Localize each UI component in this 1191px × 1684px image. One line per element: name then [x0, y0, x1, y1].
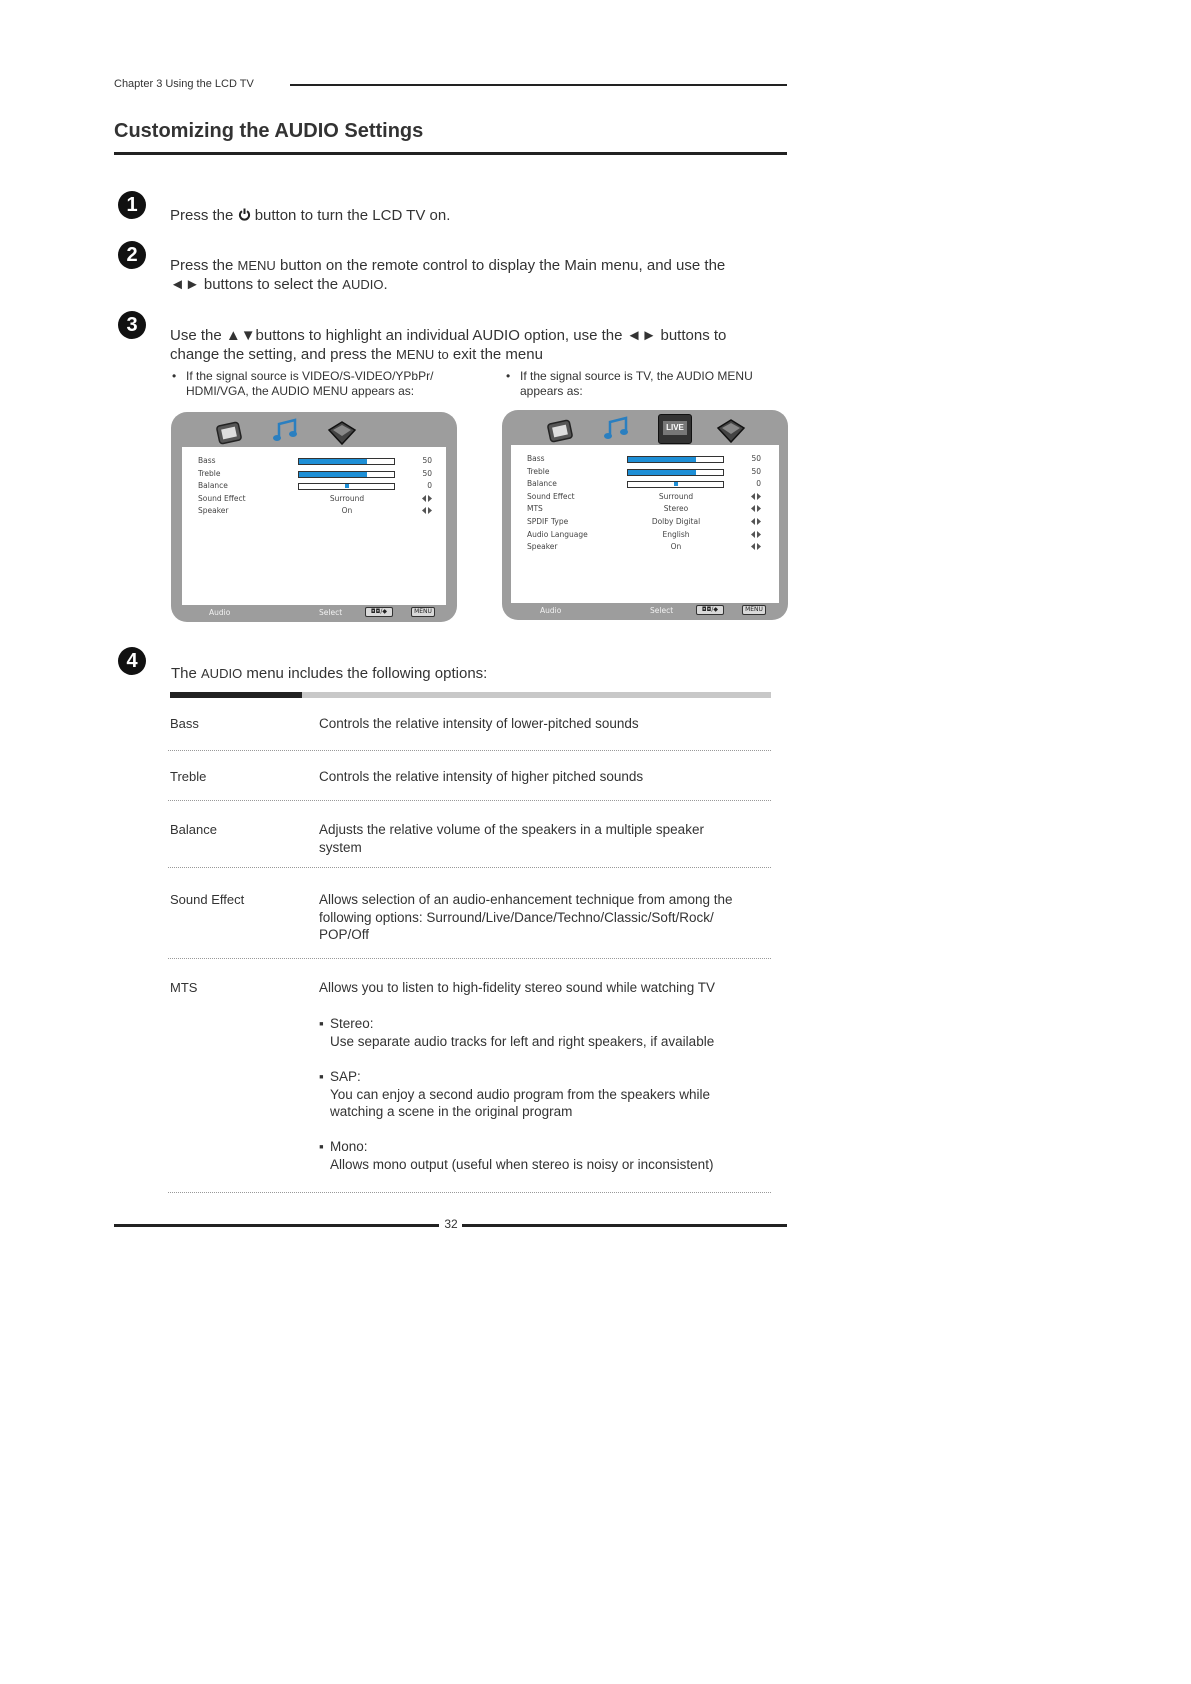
row-divider	[168, 867, 771, 868]
step-2-line2c: .	[383, 276, 388, 293]
step-1-post: button to turn the LCD TV on.	[250, 207, 451, 224]
balance-marker	[345, 484, 349, 488]
menu-row-value: On	[341, 506, 353, 516]
step-2-number: 2	[118, 241, 146, 269]
audio-keyword: AUDIO	[201, 666, 243, 681]
audio-menu-screenshot-tv	[502, 410, 788, 620]
menu-row-value: 0	[427, 481, 432, 491]
option-term-mts: MTS	[170, 980, 198, 995]
chapter-label: Chapter 3 Using the LCD TV	[114, 78, 254, 90]
menu-row-value: Surround	[329, 493, 365, 503]
note-bullet: •	[172, 369, 177, 383]
menu-row-label[interactable]: MTS	[527, 504, 543, 514]
step-3-line2c: exit the menu	[448, 346, 543, 363]
step-3-line1: Use the ▲▼buttons to highlight an individual AUDIO option, use the ◄► buttons to	[170, 327, 727, 344]
level-slider[interactable]	[627, 469, 724, 476]
footer-menu-key: MENU	[742, 605, 766, 615]
audio-menu-panel	[511, 445, 779, 603]
menu-row-value: 50	[751, 454, 761, 463]
audio-keyword: AUDIO	[342, 277, 384, 292]
audio-menu-screenshot-av	[171, 412, 457, 622]
option-desc-balance	[319, 821, 771, 856]
sub-name: Stereo:	[330, 1016, 374, 1031]
picture-icon	[213, 418, 247, 448]
footer-nav-key: ◘◘/◆	[365, 607, 393, 617]
left-right-arrows-icon[interactable]	[751, 531, 761, 538]
step-1-number: 1	[118, 191, 146, 219]
menu-row-value: 0	[756, 479, 761, 489]
sub-line: Use separate audio tracks for left and right speakers, if available	[330, 1033, 715, 1049]
row-divider	[168, 800, 771, 801]
step-4-number: 4	[118, 647, 146, 675]
step-2-line1c: button on the remote control to display the Main menu, and use the	[275, 257, 726, 274]
music-note-icon	[600, 414, 634, 444]
picture-icon	[544, 416, 578, 446]
level-slider[interactable]	[298, 458, 395, 465]
sub-bullet: ▪	[319, 1069, 324, 1084]
balance-slider[interactable]	[627, 481, 724, 488]
audio-menu-panel	[182, 447, 446, 605]
footer-nav-key: ◘◘/◆	[696, 605, 724, 615]
step-4-pre: The	[171, 665, 202, 682]
menu-row-label[interactable]: Sound Effect	[198, 493, 246, 503]
chapter-rule	[290, 84, 787, 86]
note-line: appears as:	[520, 384, 583, 398]
footer-rule-right	[462, 1224, 787, 1227]
sub-name: SAP:	[330, 1069, 361, 1084]
title-rule	[114, 152, 787, 155]
menu-row-value: 50	[751, 466, 761, 476]
sub-line: Allows mono output (useful when stereo is noisy or inconsistent)	[330, 1156, 714, 1172]
menu-row-label[interactable]: Treble	[198, 468, 221, 478]
slider-fill	[628, 470, 696, 475]
menu-row-label[interactable]: Treble	[527, 466, 550, 476]
left-right-arrows-icon[interactable]	[751, 518, 761, 525]
level-slider[interactable]	[627, 456, 724, 463]
step-3-number: 3	[118, 311, 146, 339]
step-3-line2a: change the setting, and press the	[170, 346, 396, 363]
option-desc-bass: Controls the relative intensity of lower-pitched sounds	[319, 716, 639, 731]
menu-row-label[interactable]: Bass	[527, 454, 545, 463]
mts-sub-sap	[319, 1068, 770, 1121]
menu-row-label[interactable]: Sound Effect	[527, 491, 575, 501]
step-4-post: menu includes the following options:	[242, 665, 488, 682]
option-term-balance: Balance	[170, 822, 217, 837]
balance-marker	[674, 482, 678, 486]
sub-line: You can enjoy a second audio program from the speakers while	[330, 1086, 710, 1102]
menu-row-value: Surround	[658, 491, 694, 501]
menu-row-label[interactable]: Audio Language	[527, 529, 588, 539]
footer-menu-key: MENU	[411, 607, 435, 617]
sub-name: Mono:	[330, 1139, 368, 1154]
step-1-pre: Press the	[170, 207, 238, 224]
note-tv-source	[506, 369, 753, 399]
footer-audio-label: Audio	[540, 606, 562, 615]
page-number: 32	[444, 1217, 458, 1231]
sub-bullet: ▪	[319, 1016, 324, 1031]
menu-row-value: Stereo	[663, 504, 689, 514]
step-4-text	[171, 664, 487, 683]
left-right-arrows-icon[interactable]	[751, 543, 761, 550]
level-slider[interactable]	[298, 471, 395, 478]
note-line: If the signal source is VIDEO/S-VIDEO/YPbPr/	[186, 369, 434, 383]
menu-row-label[interactable]: Speaker	[198, 506, 229, 516]
slider-fill	[628, 457, 696, 462]
slider-fill	[299, 459, 367, 464]
left-right-arrows-icon[interactable]	[751, 493, 761, 500]
menu-row-value: 50	[422, 468, 432, 478]
row-divider	[168, 958, 771, 959]
step-2-text	[170, 256, 725, 294]
menu-row-value: English	[662, 529, 690, 539]
desc-line: Adjusts the relative volume of the speakers in a multiple speaker	[319, 822, 704, 837]
menu-row-label[interactable]: Bass	[198, 456, 216, 465]
option-term-sound-effect: Sound Effect	[170, 892, 245, 907]
menu-keyword: MENU to	[396, 347, 449, 362]
desc-line: Allows selection of an audio-enhancement technique from among the	[319, 892, 733, 907]
menu-keyword: MENU	[237, 258, 276, 273]
option-desc-sound-effect	[319, 891, 771, 944]
menu-row-value: Dolby Digital	[651, 517, 701, 526]
menu-row-value: On	[670, 542, 682, 552]
menu-row-value: 50	[422, 456, 432, 465]
footer-audio-label: Audio	[209, 608, 231, 617]
table-header-bar-light	[302, 692, 771, 698]
option-term-bass: Bass	[170, 716, 199, 731]
menu-row-label[interactable]: SPDIF Type	[527, 517, 569, 526]
step-1-text	[170, 206, 450, 225]
desc-line: following options: Surround/Live/Dance/Techno/Classic/Soft/Rock/	[319, 909, 714, 925]
footer-select-label: Select	[650, 606, 674, 615]
option-term-treble: Treble	[170, 769, 207, 784]
slider-fill	[299, 472, 367, 477]
footer-rule-left	[114, 1224, 439, 1227]
music-note-icon	[269, 416, 303, 446]
left-right-arrows-icon[interactable]	[751, 505, 761, 512]
note-bullet: •	[506, 369, 511, 383]
step-2-line1a: Press the	[170, 257, 238, 274]
sub-bullet: ▪	[319, 1139, 324, 1154]
live-tv-icon	[658, 414, 692, 444]
left-right-arrows-icon[interactable]	[422, 495, 432, 502]
step-3-text	[170, 326, 726, 364]
note-line: HDMI/VGA, the AUDIO MENU appears as:	[186, 384, 415, 398]
mts-sub-mono	[319, 1138, 770, 1173]
option-desc-treble: Controls the relative intensity of higher pitched sounds	[319, 769, 644, 784]
left-right-arrows-icon[interactable]	[422, 507, 432, 514]
setup-box-icon	[325, 418, 359, 448]
step-2-line2a: ◄► buttons to select the	[170, 276, 343, 293]
setup-box-icon	[714, 416, 748, 446]
menu-row-label[interactable]: Balance	[527, 479, 557, 489]
desc-line: system	[319, 839, 362, 855]
table-header-bar-dark	[170, 692, 302, 698]
menu-row-label[interactable]: Balance	[198, 481, 228, 491]
mts-sub-stereo	[319, 1015, 770, 1050]
page-title: Customizing the AUDIO Settings	[114, 120, 424, 142]
power-icon	[238, 208, 251, 221]
balance-slider[interactable]	[298, 483, 395, 490]
sub-line: watching a scene in the original program	[330, 1104, 573, 1119]
option-desc-mts: Allows you to listen to high-fidelity stereo sound while watching TV	[319, 980, 715, 995]
note-line: If the signal source is TV, the AUDIO MENU	[520, 369, 753, 383]
desc-line: POP/Off	[319, 927, 370, 942]
footer-select-label: Select	[319, 608, 343, 617]
row-divider	[168, 750, 771, 751]
row-divider	[168, 1192, 771, 1193]
menu-row-label[interactable]: Speaker	[527, 542, 558, 552]
live-badge: LIVE	[663, 421, 687, 435]
note-video-source	[172, 369, 434, 399]
